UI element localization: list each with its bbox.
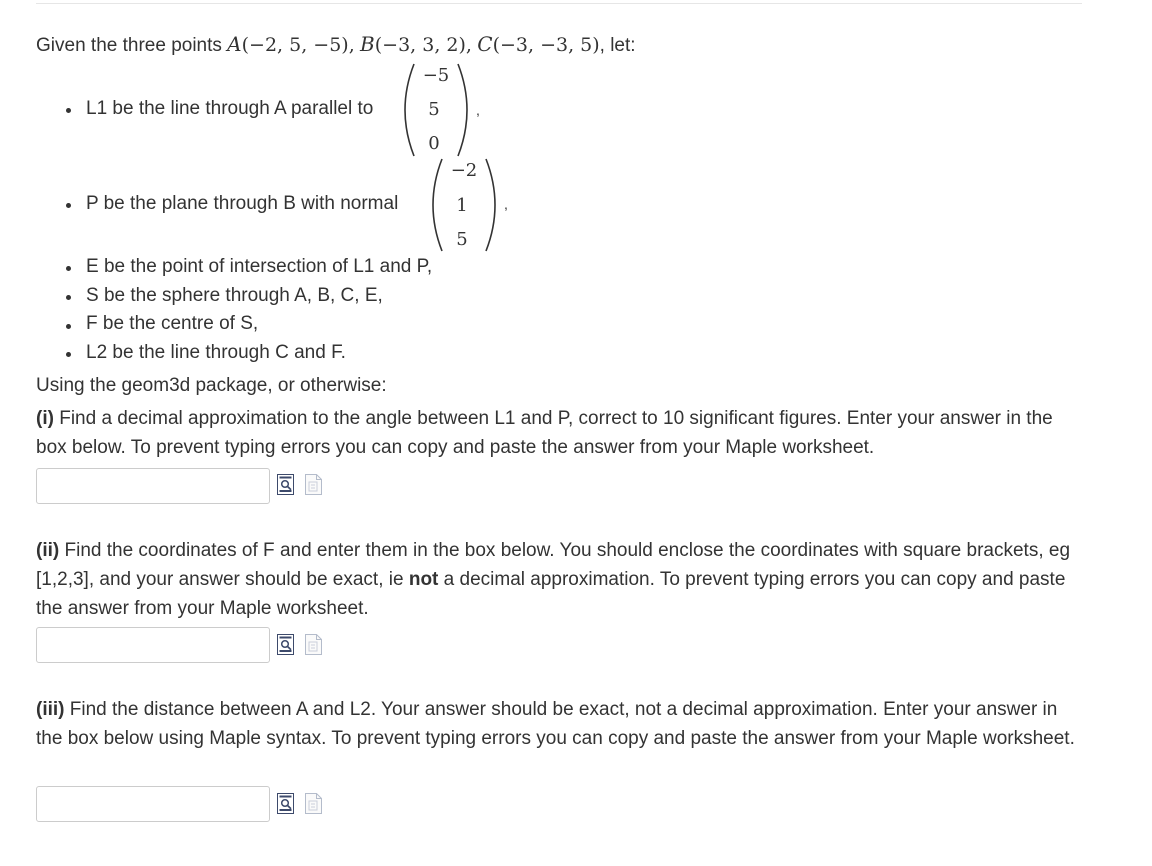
intro-line: Given the three points A(−2, 5, −5), B(−3, 3, 2), C(−3, −3, 5), let:	[36, 32, 636, 56]
point-b-name: B	[360, 32, 375, 56]
vector-l1-x: −5	[422, 65, 450, 86]
bullet	[66, 108, 71, 113]
maple-icon[interactable]	[305, 474, 323, 496]
answer-input-i[interactable]	[36, 468, 270, 504]
vector-p	[426, 155, 502, 255]
vector-p-z: 5	[456, 229, 468, 250]
preview-icon[interactable]	[277, 634, 295, 656]
definition-e: E be the point of intersection of L1 and P,	[86, 256, 433, 277]
question-ii: (ii) Find the coordinates of F and enter them in the box below. You should enclose the coordinates with square brackets, eg [1,2,3], and your answer should be exact, ie not a decimal approximation. To prevent typing errors you can copy and paste the answer from your Maple worksheet.	[36, 540, 1071, 619]
top-divider	[36, 3, 1082, 4]
definition-s: S be the sphere through A, B, C, E,	[86, 285, 383, 306]
point-c-name: C	[477, 32, 493, 56]
vector-p-x: −2	[450, 160, 478, 181]
answer-input-ii[interactable]	[36, 627, 270, 663]
question-i: (i) Find a decimal approximation to the angle between L1 and P, correct to 10 significant figures. Enter your answer in the box below. To prevent typing errors you can copy and paste the answer from your Maple worksheet.	[36, 408, 1053, 458]
bullet	[66, 324, 71, 329]
definition-l1: L1 be the line through A parallel to	[86, 98, 374, 119]
using-text: Using the geom3d package, or otherwise:	[36, 375, 387, 396]
answer-input-iii[interactable]	[36, 786, 270, 822]
maple-icon[interactable]	[305, 634, 323, 656]
bullet	[66, 352, 71, 357]
definition-f: F be the centre of S,	[86, 313, 259, 334]
definition-l2: L2 be the line through C and F.	[86, 342, 346, 363]
vector-l1-z: 0	[428, 133, 440, 154]
maple-icon[interactable]	[305, 793, 323, 815]
definition-p-comma: ,	[504, 196, 508, 212]
point-c-coords: (−3, −3, 5)	[492, 34, 600, 56]
point-a-name: A	[227, 32, 242, 56]
bullet	[66, 266, 71, 271]
question-iii: (iii) Find the distance between A and L2. Your answer should be exact, not a decimal approximation. Enter your answer in the box below using Maple syntax. To prevent typing errors you can copy and paste the answer from your Maple worksheet.	[36, 699, 1075, 749]
preview-icon[interactable]	[277, 474, 295, 496]
point-a-coords: (−2, 5, −5)	[241, 34, 349, 56]
vector-p-y: 1	[456, 195, 468, 216]
vector-l1-y: 5	[428, 99, 440, 120]
bullet	[66, 295, 71, 300]
point-b-coords: (−3, 3, 2)	[374, 34, 466, 56]
bullet	[66, 203, 71, 208]
vector-l1	[398, 60, 474, 160]
definition-l1-comma: ,	[476, 102, 480, 118]
preview-icon[interactable]	[277, 793, 295, 815]
definition-p: P be the plane through B with normal	[86, 193, 399, 214]
